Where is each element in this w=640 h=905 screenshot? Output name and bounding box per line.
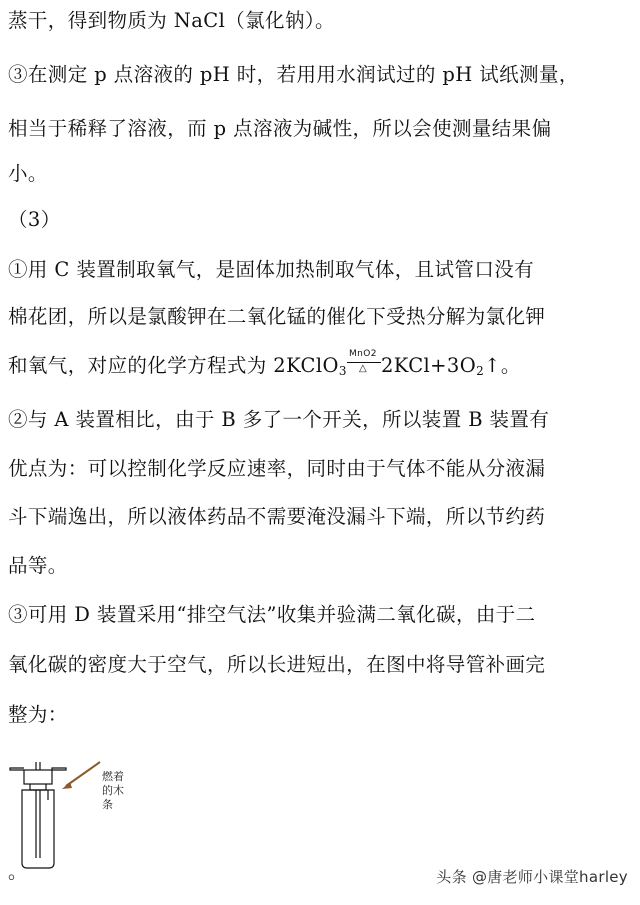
text-line-3: 相当于稀释了溶液，而 p 点溶液为碱性，所以会使测量结果偏 <box>8 117 552 140</box>
gas-bottle-diagram <box>0 760 200 890</box>
figure-label-2: 的木 <box>102 784 124 797</box>
catalyst-label: MnO2 <box>348 349 377 359</box>
equation-line <box>8 351 634 381</box>
text-line-1: 蒸干，得到物质为 NaCl（氯化钠）。 <box>8 9 335 32</box>
gas-arrow: ↑。 <box>484 354 521 377</box>
text-line-9: ②与 A 装置相比，由于 B 多了一个开关，所以装置 B 装置有 <box>8 408 550 431</box>
stopper <box>24 770 52 784</box>
bottle-body <box>22 790 54 868</box>
left-tube <box>10 768 24 770</box>
center-tube-top <box>36 762 40 770</box>
text-line-2: ③在测定 p 点溶液的 pH 时，若用用水润试过的 pH 试纸测量， <box>8 63 579 86</box>
figure-label-3: 条 <box>102 798 113 811</box>
text-line-4: 小。 <box>8 162 48 185</box>
text-line-7: 棉花团，所以是氯酸钾在二氧化锰的催化下受热分解为氯化钾 <box>8 305 546 328</box>
section-number: （3） <box>8 208 61 231</box>
equation-sub-2: 2 <box>476 364 485 378</box>
end-period: 。 <box>8 861 28 883</box>
text-line-12: 品等。 <box>8 554 68 577</box>
right-tube <box>52 768 66 770</box>
text-line-11: 斗下端逸出，所以液体药品不需要淹没漏斗下端，所以节约药 <box>8 505 546 528</box>
equation-sub-3: 3 <box>338 364 347 378</box>
equation-products: 2KCl+3O <box>380 354 477 377</box>
text-line-13: ③可用 D 装置采用“排空气法”收集并验满二氧化碳，由于二 <box>8 603 536 626</box>
text-line-10: 优点为：可以控制化学反应速率，同时由于气体不能从分液漏 <box>8 457 546 480</box>
text-line-14: 氧化碳的密度大于空气，所以长进短出，在图中将导管补画完 <box>8 653 546 676</box>
equation-prefix: 和氧气，对应的化学方程式为 2KClO <box>8 354 339 377</box>
reaction-condition <box>347 351 381 381</box>
text-line-6: ①用 C 装置制取氧气，是固体加热制取气体，且试管口没有 <box>8 258 535 281</box>
figure-label-1: 燃着 <box>102 770 124 783</box>
gas-collection-figure <box>0 760 200 890</box>
heat-symbol: △ <box>358 363 368 374</box>
watermark: 头条 @唐老师小课堂harley <box>436 868 628 886</box>
bottle-neck <box>30 784 46 790</box>
text-line-15: 整为： <box>8 703 68 726</box>
burning-stick <box>66 762 100 786</box>
